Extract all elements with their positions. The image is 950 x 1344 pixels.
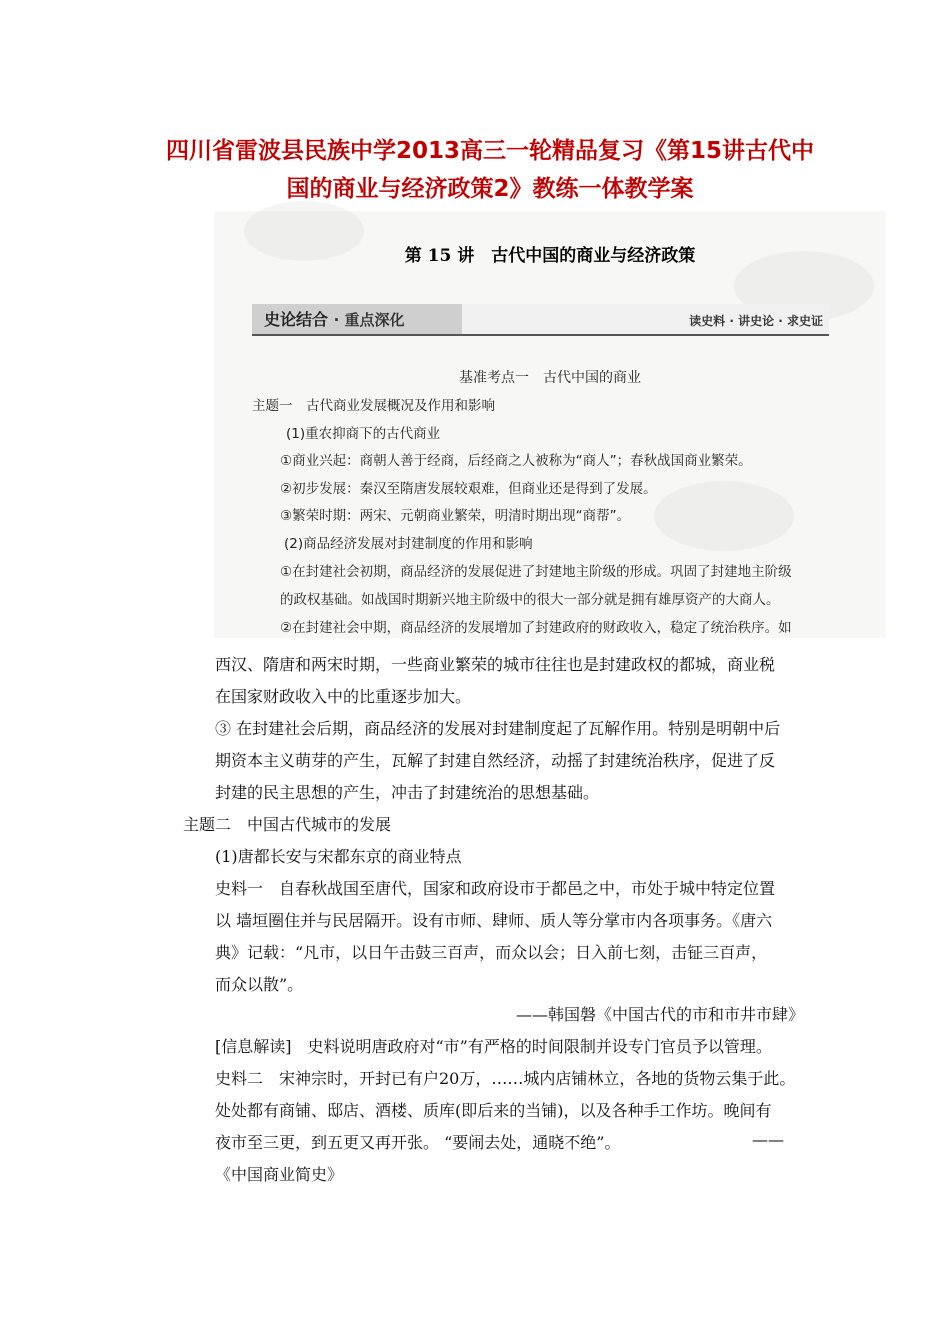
citation-dash: —— [752,1130,784,1149]
body-line: 期资本主义萌芽的产生，瓦解了封建自然经济，动摇了封建统治秩序，促进了反 [215,751,776,770]
document-title-line-1: 四川省雷波县民族中学2013高三一轮精品复习《第15讲古代中 [165,138,815,164]
sub-heading: (1)唐都长安与宋都东京的商业特点 [215,847,462,866]
panel-line: 主题一 古代商业发展概况及作用和影响 [252,398,495,414]
lecture-title: 第 15 讲 古代中国的商业与经济政策 [404,246,696,266]
panel-line: (1)重农抑商下的古代商业 [286,426,441,442]
panel-line: ②初步发展：秦汉至隋唐发展较艰难，但商业还是得到了发展。 [280,481,657,497]
panel-line: ①商业兴起：商朝人善于经商，后经商之人被称为“商人”；春秋战国商业繁荣。 [280,453,752,469]
banner-label-box [252,304,462,334]
panel-line: ①在封建社会初期，商品经济的发展促进了封建地主阶级的形成。巩固了封建地主阶级 [280,564,792,580]
body-line: 典》记载：“凡市，以日午击鼓三百声，而众以会；日入前七刻，击钲三百声， [215,943,768,962]
citation: ——韩国磐《中国古代的市和市井市肆》 [516,1005,805,1024]
info-reading: [信息解读] 史料说明唐政府对“市”有严格的时间限制并设专门官员予以管理。 [215,1037,772,1056]
banner-sub: · 重点深化 [333,311,405,329]
banner-label [264,307,405,330]
panel-line: ②在封建社会中期，商品经济的发展增加了封建政府的财政收入，稳定了统治秩序。如 [280,620,792,636]
body-line: 而众以散”。 [215,975,304,994]
panel-line: ③繁荣时期：两宋、元朝商业繁荣，明清时期出现“商帮”。 [280,508,631,524]
body-line: 封建的民主思想的产生，冲击了封建统治的思想基础。 [215,783,600,802]
body-line: 史料一 自春秋战国至唐代，国家和政府设市于都邑之中，市处于城中特定位置 [215,879,776,898]
banner-motto: 读史料 · 讲史论 · 求史证 [689,314,823,328]
kaodian-heading: 基准考点一 古代中国的商业 [459,370,641,386]
banner-main: 史论结合 [264,310,329,329]
watermark-shape [654,481,794,551]
body-line: 西汉、隋唐和两宋时期，一些商业繁荣的城市往往也是封建政权的都城，商业税 [215,655,776,674]
panel-line: (2)商品经济发展对封建制度的作用和影响 [284,536,533,552]
body-line: 处处都有商铺、邸店、酒楼、质库(即后来的当铺)，以及各种手工作坊。晚间有 [215,1101,772,1120]
body-line: 夜市至三更，到五更又再开张。 “要闹去处，通晓不绝”。 [215,1133,621,1152]
section-heading: 主题二 中国古代城市的发展 [183,815,392,834]
scanned-slide-image [214,211,886,638]
body-line: 在国家财政收入中的比重逐步加大。 [215,687,472,706]
citation: 《中国商业简史》 [215,1165,344,1184]
section-banner [252,304,829,336]
panel-line: 的政权基础。如战国时期新兴地主阶级中的很大一部分就是拥有雄厚资产的大商人。 [280,592,780,608]
body-line: 以 墙垣圈住并与民居隔开。设有市师、肆师、质人等分掌市内各项事务。《唐六 [215,911,773,930]
body-line: 史料二 宋神宗时，开封已有户20万，……城内店铺林立，各地的货物云集于此。 [215,1069,796,1088]
document-title-line-2: 国的商业与经济政策2》教练一体教学案 [286,176,694,202]
body-line: ③ 在封建社会后期，商品经济的发展对封建制度起了瓦解作用。特别是明朝中后 [215,719,781,738]
